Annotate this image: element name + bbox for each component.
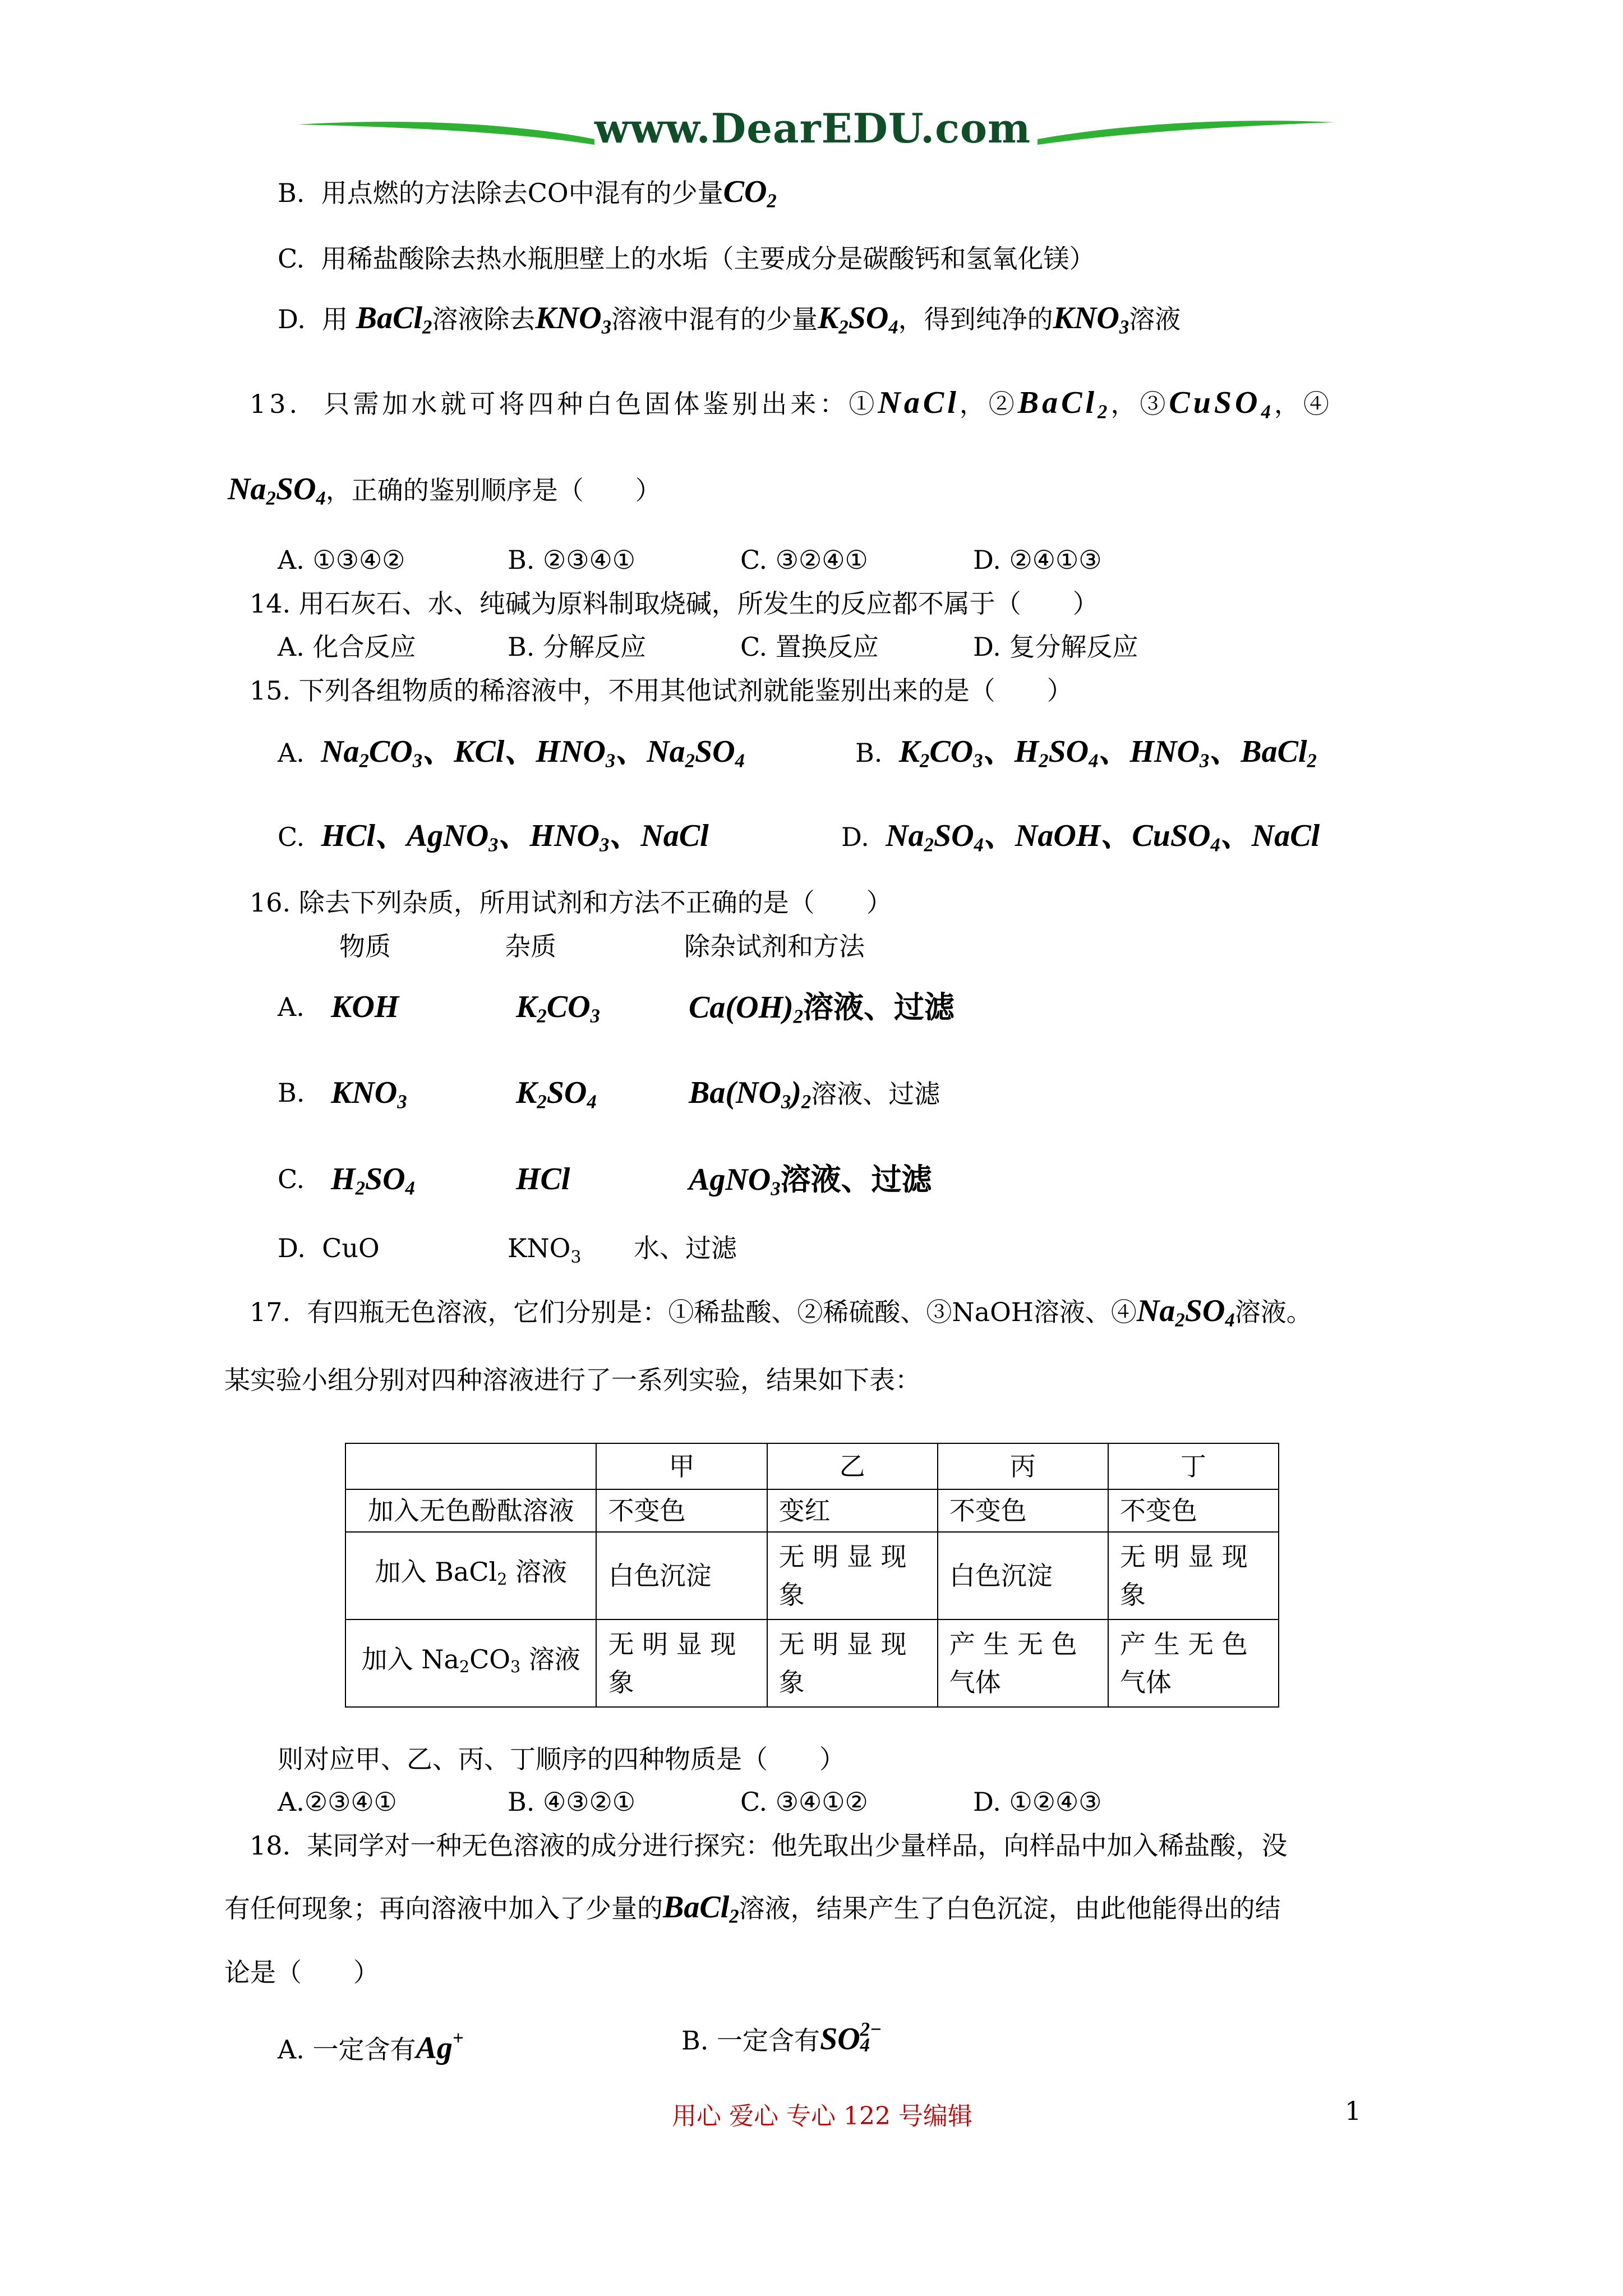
formula-cuso4: CuSO$_4$ [1169,385,1274,423]
formula-k2so4: $K_2SO_4$ [817,301,898,338]
header-logo-text: www.DearEDU.com [594,104,1031,152]
table-cell: 白色沉淀 [596,1532,767,1619]
q18-stem-line1: 18. 某同学对一种无色溶液的成分进行探究：他先取出少量样品，向样品中加入稀盐酸，没 [250,1830,1288,1861]
q15-option-c: C. HCl、AgNO$_3$、$HNO_3$、NaCl [278,818,709,856]
formula-nacl: NaCl [878,385,960,420]
table-row [345,1489,1279,1532]
q14-stem: 14. 用石灰石、水、纯碱为原料制取烧碱，所发生的反应都不属于（ ） [250,588,1099,619]
q16-a-substance: KOH [331,990,399,1024]
q15-option-b: B. $K_2CO_3$、$H_2SO_4$、$HNO_3$、BaCl$_2$ [855,734,1317,772]
formula-bacl2: BaCl$_2$ [1017,385,1111,423]
q16-row-a: A. [278,992,305,1022]
q12-option-b: B. 用点燃的方法除去CO中混有的少量$CO_2$ [278,174,777,212]
q14-option-d: D. 复分解反应 [973,632,1138,662]
table-row-label: 加入无色酚酞溶液 [345,1489,596,1532]
q16-b-method: $Ba(NO_3)_2$溶液、过滤 [689,1075,940,1113]
q17-option-a: A.②③④① [278,1787,397,1817]
q12-option-d: D. 用 BaCl$_2$溶液除去$KNO_3$溶液中混有的少量$K_2SO_4$，得到纯净的$KNO_3$溶液 [278,301,1181,338]
q17-stem-line1: 17. 有四瓶无色溶液，它们分别是：①稀盐酸、②稀硫酸、③NaOH溶液、$④Na_2SO_4$溶液。 [250,1294,1312,1331]
table-header: 丁 [1108,1443,1279,1489]
table-cell: 变红 [767,1489,938,1532]
q17-stem2: 则对应甲、乙、丙、丁顺序的四种物质是（ ） [278,1744,845,1774]
q16-row-d: D. CuO [278,1233,380,1263]
formula-na2so4: $Na_2SO_4$ [228,472,326,509]
formula-bacl2: BaCl$_2$ [663,1890,739,1927]
q13-stem-line1: 13. 只需加水就可将四种白色固体鉴别出来：①NaCl，②BaCl$_2$，③CuSO$_4$，④ [250,385,1332,423]
q17-results-table [345,1443,1279,1708]
q18-option-b: B. 一定含有SO 2− 4 [681,2018,882,2057]
q17-option-c: C. ③④①② [740,1787,868,1817]
q16-row-b: B. [278,1078,305,1108]
q15-stem: 15. 下列各组物质的稀溶液中，不用其他试剂就能鉴别出来的是（ ） [250,675,1073,706]
q16-c-impurity: HCl [516,1162,570,1197]
table-header: 丙 [938,1443,1108,1489]
formula-kno3: $KNO_3$ [535,301,611,338]
q16-b-impurity: $K_2SO_4$ [516,1075,597,1113]
table-cell: 无 明 显 现 象 [596,1619,767,1707]
q16-c-substance: $H_2SO_4$ [331,1162,415,1199]
page-number: 1 [1345,2096,1362,2126]
q16-col-substance: 物质 [339,931,391,961]
table-cell: 不变色 [596,1489,767,1532]
q17-option-d: D. ①②④③ [973,1787,1102,1817]
q16-b-substance: $KNO_3$ [331,1075,407,1113]
formula-group-a: $Na_2CO_3$、KCl、$HNO_3$、$Na_2SO_4$ [321,734,745,772]
formula-bacl2: BaCl$_2$ [356,301,432,338]
q16-col-impurity: 杂质 [505,931,556,961]
table-cell: 无 明 显 现 象 [767,1532,938,1619]
q16-a-method: $Ca(OH)_2$溶液、过滤 [689,989,955,1028]
q17-stem-line2: 某实验小组分别对四种溶液进行了一系列实验，结果如下表： [224,1365,921,1395]
formula-group-c: HCl、AgNO$_3$、$HNO_3$、NaCl [321,818,709,856]
q13-option-d: D. ②④①③ [973,545,1102,575]
footer-text: 用心 爱心 专心 122 号编辑 [672,2102,972,2131]
table-cell: 无 明 显 现 象 [767,1619,938,1707]
table-cell: 产 生 无 色 气体 [938,1619,1108,1707]
formula-ag-ion: Ag+ [416,2027,464,2066]
formula-group-b: $K_2CO_3$、$H_2SO_4$、$HNO_3$、BaCl$_2$ [898,734,1317,772]
q13-option-a: A. ①③④② [278,545,405,575]
table-row [345,1619,1279,1707]
q16-row-c: C. [278,1164,305,1194]
q13-option-b: B. ②③④① [508,545,636,575]
q18-stem-line3: 论是（ ） [224,1957,379,1987]
q17-option-b: B. ④③②① [508,1787,636,1817]
formula-na2so4: $Na_2SO_4$ [1136,1294,1235,1331]
q16-c-method: AgNO$_3$溶液、过滤 [689,1161,932,1200]
q15-option-a: A. $Na_2CO_3$、KCl、$HNO_3$、$Na_2SO_4$ [278,734,745,772]
table-cell [345,1443,596,1489]
table-header: 乙 [767,1443,938,1489]
table-row-label: 加入 BaCl$_2$ 溶液 [345,1532,596,1619]
q14-option-c: C. 置换反应 [740,632,879,662]
q15-option-d: D. $Na_2SO_4$、NaOH、CuSO$_4$、NaCl [841,818,1320,856]
q16-a-impurity: $K_2CO_3$ [516,990,600,1027]
table-cell: 不变色 [1108,1489,1279,1532]
formula-sulfate-ion: SO 2− 4 [820,2018,882,2057]
table-cell: 不变色 [938,1489,1108,1532]
formula-kno3: $KNO_3$ [1053,301,1129,338]
table-header: 甲 [596,1443,767,1489]
q16-d-impurity: $KNO_3$ [508,1233,582,1268]
q16-col-method: 除杂试剂和方法 [684,931,865,961]
q16-stem: 16. 除去下列杂质，所用试剂和方法不正确的是（ ） [250,887,892,918]
table-row [345,1532,1279,1619]
q14-option-a: A. 化合反应 [278,632,416,662]
table-cell: 产 生 无 色 气体 [1108,1619,1279,1707]
q18-stem-line2: 有任何现象；再向溶液中加入了少量的BaCl$_2$溶液，结果产生了白色沉淀，由此他能得出的结 [224,1890,1281,1927]
q18-option-a: A. 一定含有Ag+ [278,2027,464,2066]
q13-option-c: C. ③②④① [740,545,868,575]
q13-stem-line2: $Na_2SO_4$，正确的鉴别顺序是（ ） [228,472,661,509]
formula-co2: $CO_2$ [723,174,777,212]
table-cell: 无 明 显 现 象 [1108,1532,1279,1619]
table-cell: 白色沉淀 [938,1532,1108,1619]
formula-group-d: $Na_2SO_4$、NaOH、CuSO$_4$、NaCl [886,818,1320,856]
q12-option-c: C. 用稀盐酸除去热水瓶胆壁上的水垢（主要成分是碳酸钙和氢氧化镁） [278,243,1095,274]
table-row-label: 加入 $Na_2CO_3$ 溶液 [345,1619,596,1707]
q16-d-method: 水、过滤 [634,1233,737,1263]
q14-option-b: B. 分解反应 [508,632,647,662]
table-row [345,1443,1279,1489]
